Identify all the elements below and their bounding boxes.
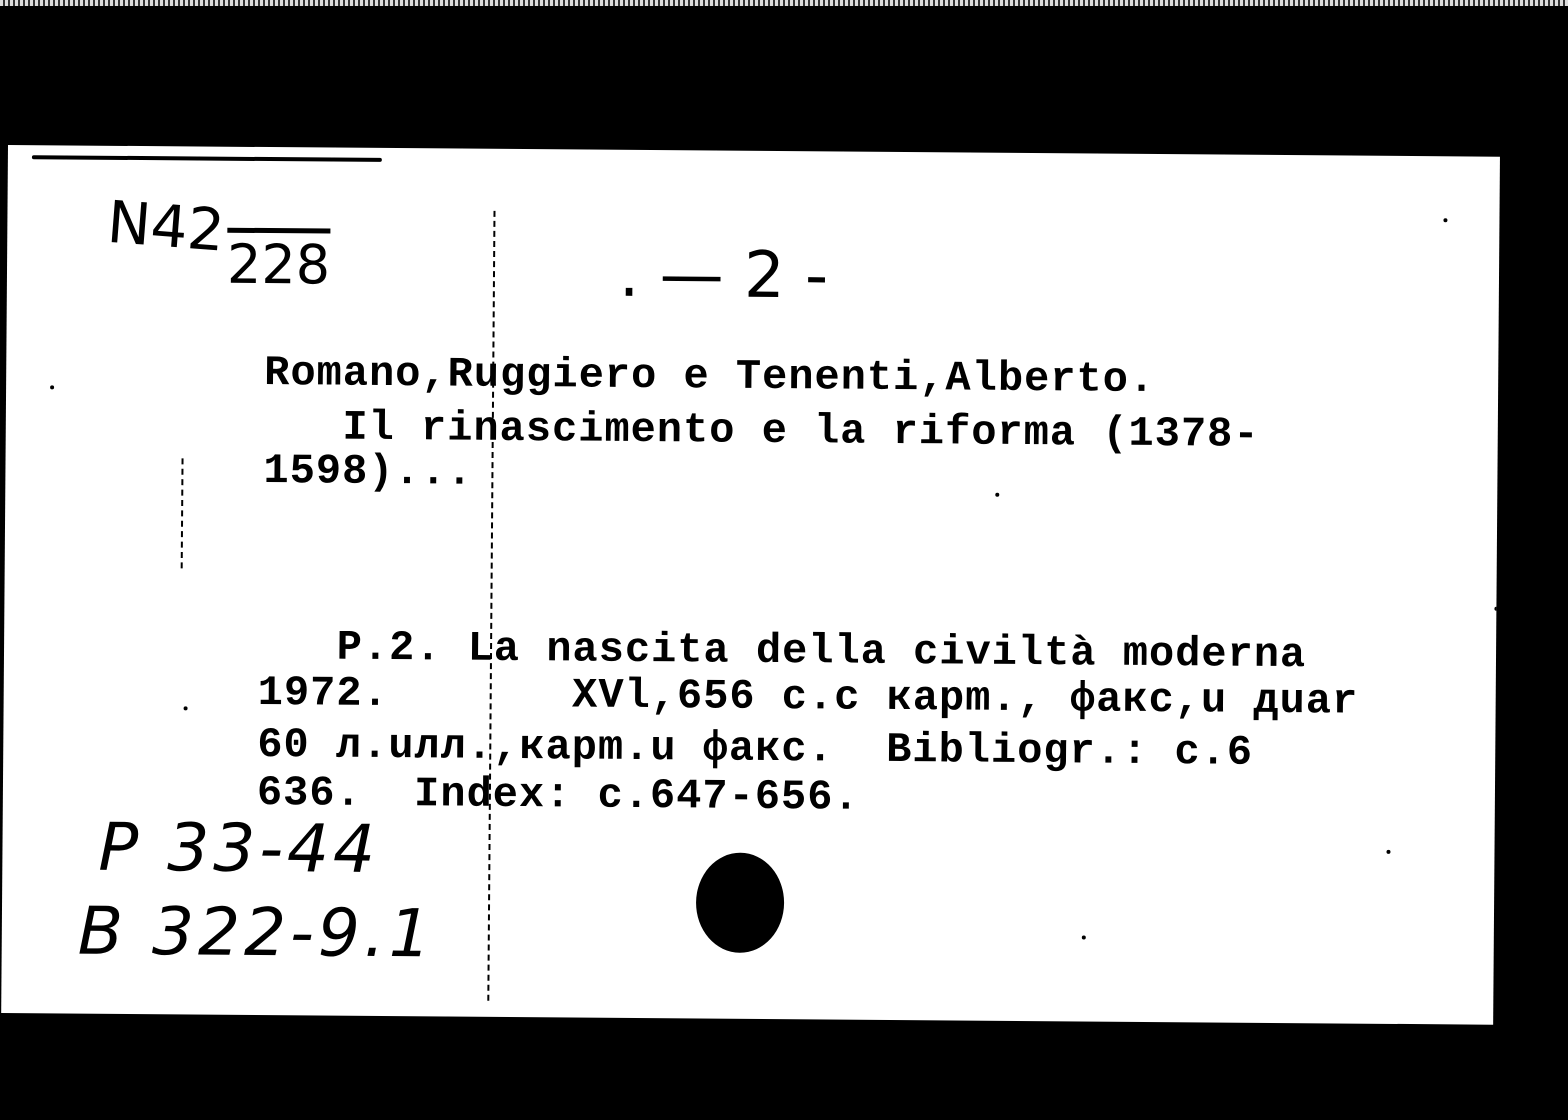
call-number-sub: 228 — [226, 232, 331, 297]
card-left-rule — [181, 458, 184, 568]
speck — [1082, 935, 1086, 939]
speck — [1386, 850, 1390, 854]
card-vertical-rule — [487, 211, 495, 1001]
call-number-handwritten: N42 — [104, 187, 228, 265]
card-punch-hole — [696, 852, 785, 953]
shelf-mark-1: Р 33-44 — [98, 808, 380, 888]
catalog-card — [1, 145, 1500, 1025]
shelf-mark-2: B 322-9.1 — [77, 892, 436, 973]
card-top-edge-mark — [32, 155, 382, 162]
speck — [995, 493, 999, 497]
speck — [1443, 218, 1447, 222]
author-line: Romano,Ruggiero e Tenenti,Alberto. — [264, 349, 1156, 405]
part-line-2: 1972. XVl,656 c.c карm., факс,u дuar — [257, 668, 1359, 726]
page-marker: . — 2 - — [618, 237, 829, 314]
part-line-3: 60 л.uлл.,карm.u факс. Bibliogr.: c.6 — [257, 720, 1254, 777]
title-line-1: Il rinascimento e la riforma (1378- — [263, 403, 1260, 459]
title-line-2: 1598)... — [263, 447, 474, 497]
scanner-edge-strip — [0, 0, 1568, 6]
part-line-1: P.2. La nascita della civiltà moderna — [257, 622, 1307, 680]
speck — [184, 706, 188, 710]
part-line-4: 636. Index: c.647-656. — [256, 768, 860, 822]
speck — [50, 385, 54, 389]
